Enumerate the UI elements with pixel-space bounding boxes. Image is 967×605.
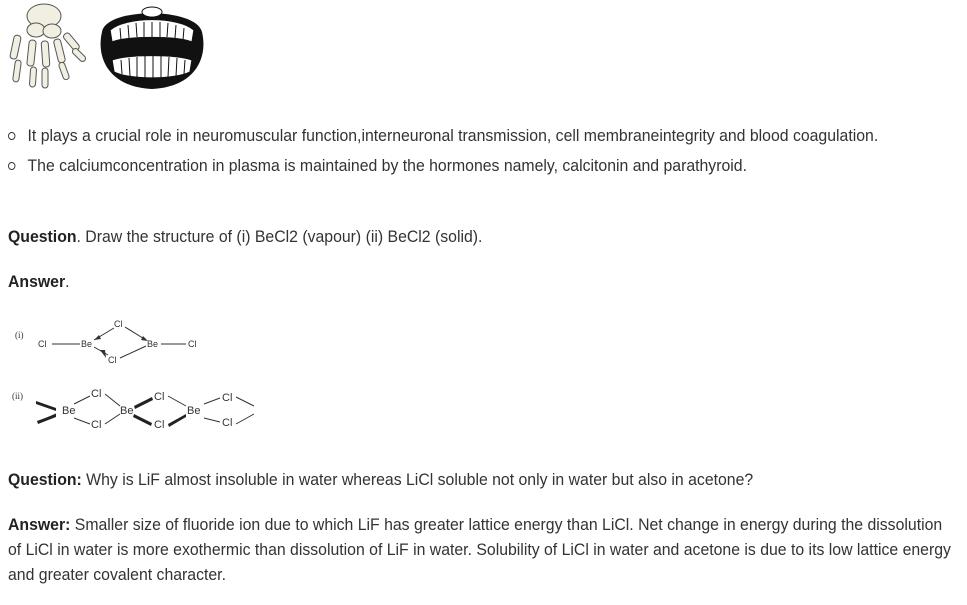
atom-cl: Cl [222,417,233,429]
question-2 [8,467,957,492]
structure-ii-diagram [8,380,268,436]
atom-cl: Cl [91,419,102,431]
fact-list [8,123,892,183]
answer-1 [8,269,957,294]
question-label: Question: [8,470,82,489]
bullet-text: It plays a crucial role in neuromuscular function,interneuronal transmission, cell membraneintegrity and blood coagulation. [27,126,879,145]
atom-cl: Cl [114,319,123,329]
bullet-icon [8,132,15,140]
answer-2 [8,512,957,587]
atom-cl: Cl [91,388,102,400]
answer-label: Answer [8,272,66,291]
answer-text: Smaller size of fluoride ion due to which LiF has greater lattice energy than LiCl. Net change in energy during the dissolution of LiCl in water is more exothermic than dissolution of LiF in water. Solubility of LiCl in water and acetone is due to its low lattice energy and greater covalent character. [8,515,951,584]
list-item [8,123,892,148]
atom-cl: Cl [38,339,47,349]
question-label: Question [8,227,77,246]
question-text: . Draw the structure of (i) BeCl2 (vapour) (ii) BeCl2 (solid). [76,227,483,246]
atom-cl: Cl [154,391,165,403]
atom-be: Be [147,339,159,349]
question-text: Why is LiF almost insoluble in water whereas LiCl soluble not only in water but also in acetone? [81,470,754,489]
structure-i-marker: (i) [15,330,24,340]
atom-cl: Cl [222,392,233,404]
answer-text: . [65,272,70,291]
list-item [8,153,892,178]
structure-ii-marker: (ii) [12,391,23,401]
atom-be: Be [120,405,134,417]
atom-cl: Cl [108,355,117,365]
atom-be: Be [187,405,201,417]
atom-be: Be [62,405,76,417]
answer-label: Answer: [8,515,71,534]
bullet-text: The calciumconcentration in plasma is maintained by the hormones namely, calcitonin and parathyroid. [27,156,747,175]
atom-be: Be [81,339,93,349]
dentures-image [96,2,208,92]
bullet-icon [8,162,15,170]
hand-bones-image [6,0,90,92]
atom-cl: Cl [154,419,165,431]
structure-i-diagram [8,314,218,370]
atom-cl: Cl [188,339,197,349]
question-1 [8,224,957,249]
